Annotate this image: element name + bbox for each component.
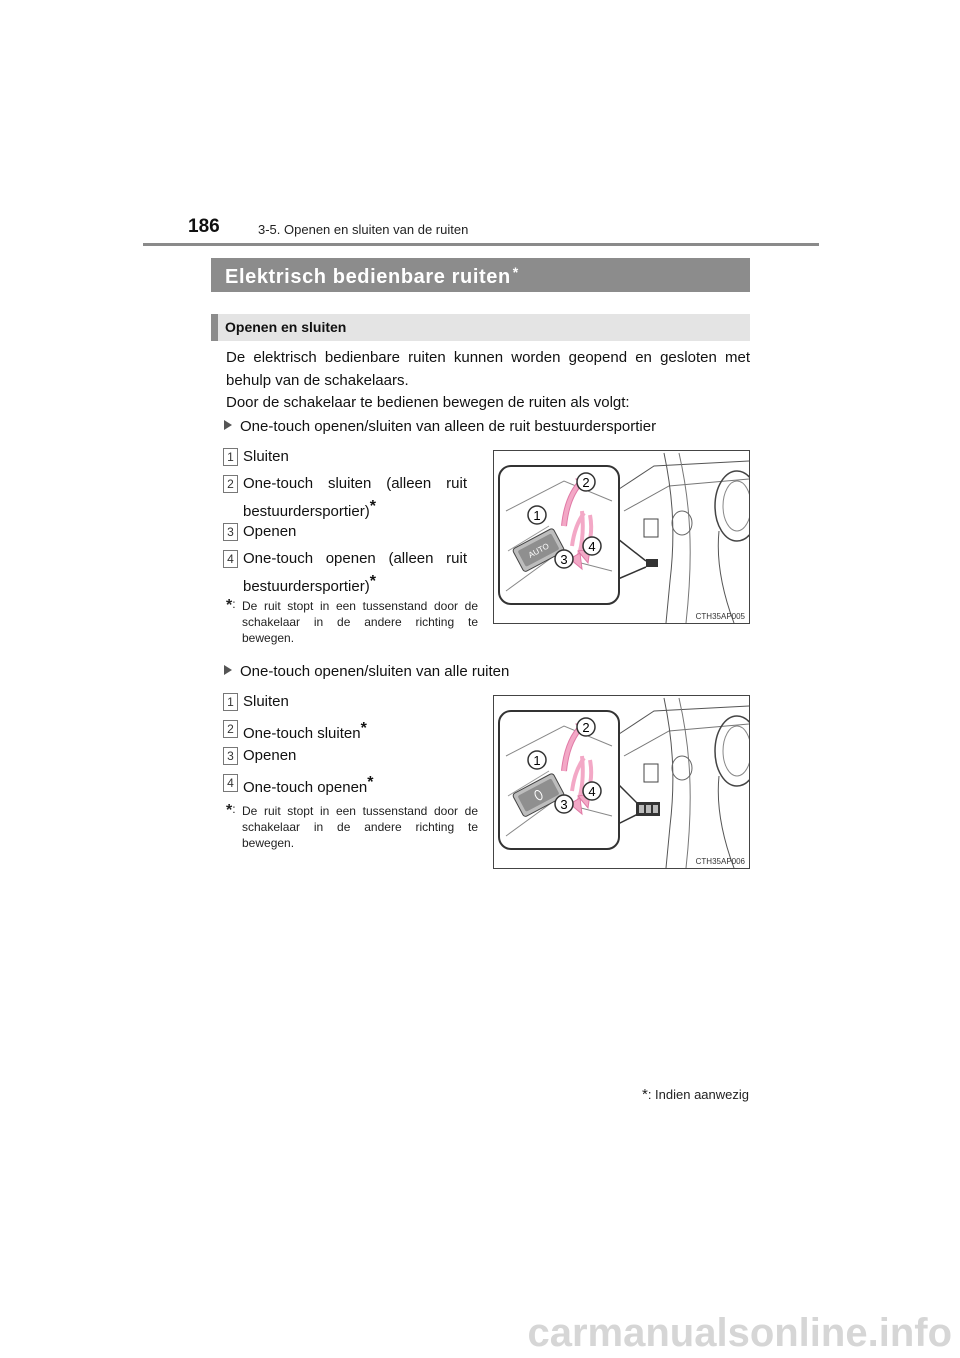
figure-driver-switch	[493, 450, 750, 624]
note	[226, 803, 478, 851]
svg-text:3: 3	[560, 552, 568, 567]
section-title-asterisk: *	[512, 264, 519, 280]
watermark-logo	[0, 1308, 960, 1358]
item-text: One-touch sluiten*	[243, 720, 367, 742]
section-title-bar	[211, 258, 750, 292]
item-number-badge: 2	[223, 720, 238, 738]
callout-2	[577, 473, 595, 491]
item-asterisk: *	[367, 774, 374, 791]
callout-3	[555, 550, 573, 568]
list-item	[227, 548, 467, 598]
item-number-badge: 3	[223, 523, 238, 541]
item-number-badge: 2	[223, 475, 238, 493]
item-text: One-touch openen (alleen ruit bestuurdersportier)*	[243, 550, 467, 595]
intro-text	[226, 347, 750, 415]
list-item	[227, 473, 467, 523]
list-item	[227, 772, 467, 800]
subsection-title: Openen en sluiten	[211, 314, 750, 341]
list-item	[227, 521, 467, 544]
item-text: Sluiten	[243, 448, 289, 465]
callout-3	[555, 795, 573, 813]
item-number-badge: 1	[223, 448, 238, 466]
item-text: Openen	[243, 747, 297, 764]
svg-text:2: 2	[582, 475, 590, 490]
svg-text:1: 1	[533, 508, 541, 523]
svg-text:3: 3	[560, 797, 568, 812]
callout-4	[583, 782, 601, 800]
svg-text:4: 4	[588, 784, 596, 799]
note-asterisk: *:	[226, 802, 236, 819]
auto-label: AUTO	[526, 541, 551, 560]
svg-text:carmanualsonline.info: carmanualsonline.info	[527, 1311, 952, 1355]
bullet-triangle-icon	[224, 665, 232, 675]
intro-line-1: De elektrisch bedienbare ruiten kunnen worden geopend en gesloten met behulp van de schakelaars.	[226, 349, 750, 389]
list-item	[227, 745, 467, 768]
callout-1	[528, 506, 546, 524]
note-asterisk: *:	[226, 597, 236, 614]
item-number-badge: 1	[223, 693, 238, 711]
item-text: One-touch openen*	[243, 774, 374, 796]
footnote-text: : Indien aanwezig	[647, 1087, 749, 1102]
bullet-driver-window	[224, 418, 656, 435]
item-number-badge: 4	[223, 550, 238, 568]
list-item	[227, 446, 467, 469]
switch-illustration	[494, 451, 749, 623]
figure-code: CTH35AP005	[695, 612, 745, 621]
bullet-all-windows	[224, 663, 509, 680]
item-text: Sluiten	[243, 693, 289, 710]
note-text: De ruit stopt in een tussenstand door de schakelaar in de andere richting te bewegen.	[242, 599, 478, 645]
note-text: De ruit stopt in een tussenstand door de schakelaar in de andere richting te bewegen.	[242, 804, 478, 850]
bullet-text: One-touch openen/sluiten van alleen de ruit bestuurdersportier	[240, 418, 657, 435]
item-asterisk: *	[369, 497, 376, 515]
list-item	[227, 691, 467, 714]
item-asterisk: *	[369, 572, 376, 590]
switch-illustration	[494, 696, 749, 868]
item-asterisk: *	[360, 720, 367, 737]
note	[226, 598, 478, 646]
section-title: Elektrisch bedienbare ruiten	[225, 266, 511, 288]
bullet-triangle-icon	[224, 420, 232, 430]
running-head: 3-5. Openen en sluiten van de ruiten	[258, 222, 469, 237]
figure-code: CTH35AP006	[695, 857, 745, 866]
footnote-asterisk: *	[641, 1086, 648, 1103]
page-number: 186	[188, 216, 220, 237]
intro-line-2: Door de schakelaar te bedienen bewegen de ruiten als volgt:	[226, 394, 630, 411]
callout-1	[528, 751, 546, 769]
item-number-badge: 3	[223, 747, 238, 765]
callout-2	[577, 718, 595, 736]
header-rule	[143, 243, 819, 246]
callout-4	[583, 537, 601, 555]
item-number-badge: 4	[223, 774, 238, 792]
svg-text:2: 2	[582, 720, 590, 735]
item-text: One-touch sluiten (alleen ruit bestuurdersportier)*	[243, 475, 467, 520]
svg-text:1: 1	[533, 753, 541, 768]
item-text: Openen	[243, 523, 297, 540]
figure-all-switches	[493, 695, 750, 869]
footnote	[642, 1086, 749, 1103]
svg-text:4: 4	[588, 539, 596, 554]
list-item	[227, 718, 467, 746]
bullet-text: One-touch openen/sluiten van alle ruiten	[240, 663, 510, 680]
